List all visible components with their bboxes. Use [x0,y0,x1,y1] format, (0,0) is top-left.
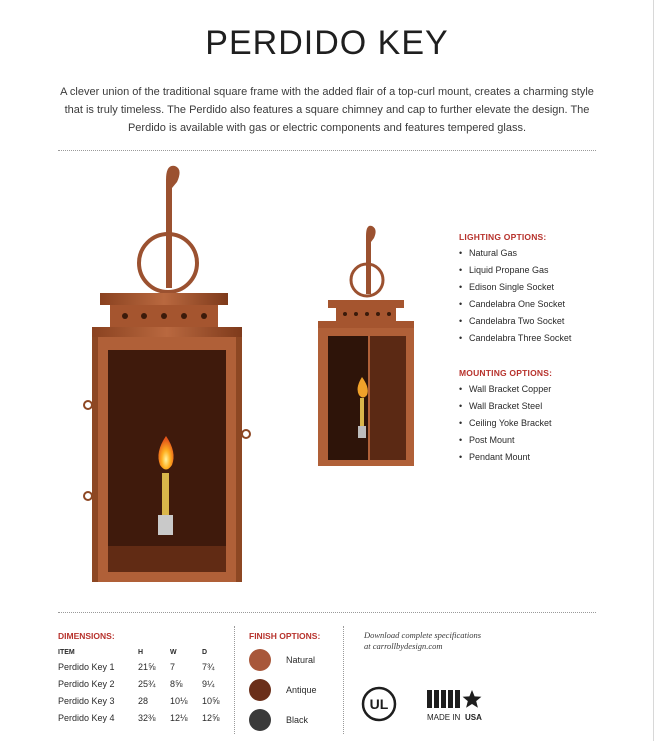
table-cell: Perdido Key 3 [58,695,115,706]
list-item: • Pendant Mount [459,449,552,466]
finish-swatch-black [249,709,271,731]
table-cell: Perdido Key 4 [58,712,115,723]
list-item: • Candelabra Two Socket [459,313,571,330]
intro-text: A clever union of the traditional square frame with the added flair of a top-curl mount, creates a charming style that is truly timeless. The Perdido also features a square chimney and cap to further elevate the design. The Perdido is available with gas or electric components and features tempered glass. [60,86,594,134]
made-in-usa-icon [427,688,491,724]
table-cell: 25¾ [138,678,156,689]
small-lantern-image [312,222,416,470]
made-in-text: MADE IN [427,713,461,722]
column-header: W [170,648,177,656]
table-cell: 7¾ [202,661,215,672]
divider-bottom [58,612,596,613]
list-item: • Liquid Propane Gas [459,262,571,279]
table-cell: 12⅝ [202,712,220,723]
table-cell: 8⅝ [170,678,183,689]
table-row [58,709,232,726]
list-item: • Edison Single Socket [459,279,571,296]
download-note [364,630,481,652]
finish-swatch-natural [249,649,271,671]
column-header: ITEM [58,648,75,656]
divider-top [58,150,596,151]
table-cell: 28 [138,695,149,706]
finish-label: Antique [286,685,317,695]
table-cell: 10⅝ [202,695,220,706]
table-cell: 32⅜ [138,712,156,723]
table-cell: 7 [170,661,176,672]
finish-label: Black [286,715,309,725]
column-header: D [202,648,208,656]
lighting-options-heading: LIGHTING OPTIONS: [459,232,547,242]
download-line: Download complete specifications [364,630,482,640]
table-cell: 9¼ [202,678,215,689]
column-divider [234,626,235,734]
mounting-options-heading: MOUNTING OPTIONS: [459,368,553,378]
ul-mark-text: UL [369,696,389,712]
column-divider [343,626,344,734]
table-cell: Perdido Key 2 [58,678,115,689]
list-item: • Candelabra Three Socket [459,330,571,347]
dimensions-table [58,646,232,726]
page-title: PERDIDO KEY [205,24,449,62]
table-row [58,692,232,709]
table-cell: Perdido Key 1 [58,661,115,672]
table-row [58,675,232,692]
ul-listed-icon [361,686,397,722]
finish-swatch-antique [249,679,271,701]
list-item: • Natural Gas [459,245,571,262]
list-item: • Ceiling Yoke Bracket [459,415,552,432]
list-item: • Wall Bracket Steel [459,398,552,415]
dimensions-heading: DIMENSIONS: [58,631,115,641]
column-header: H [138,648,144,656]
table-row [58,658,232,675]
download-link-text: at carrollbydesign.com [364,641,443,651]
table-cell: 10⅛ [170,695,188,706]
large-lantern-image [80,160,252,585]
table-cell: 21⅝ [138,661,156,672]
lighting-options-list [459,245,571,347]
finish-label: Natural [286,655,316,665]
list-item: • Wall Bracket Copper [459,381,552,398]
list-item: • Candelabra One Socket [459,296,571,313]
table-cell: 12⅛ [170,712,188,723]
finish-options-heading: FINISH OPTIONS: [249,631,321,641]
list-item: • Post Mount [459,432,552,449]
table-header-row [58,646,232,658]
usa-text: USA [465,713,482,722]
mounting-options-list [459,381,552,466]
